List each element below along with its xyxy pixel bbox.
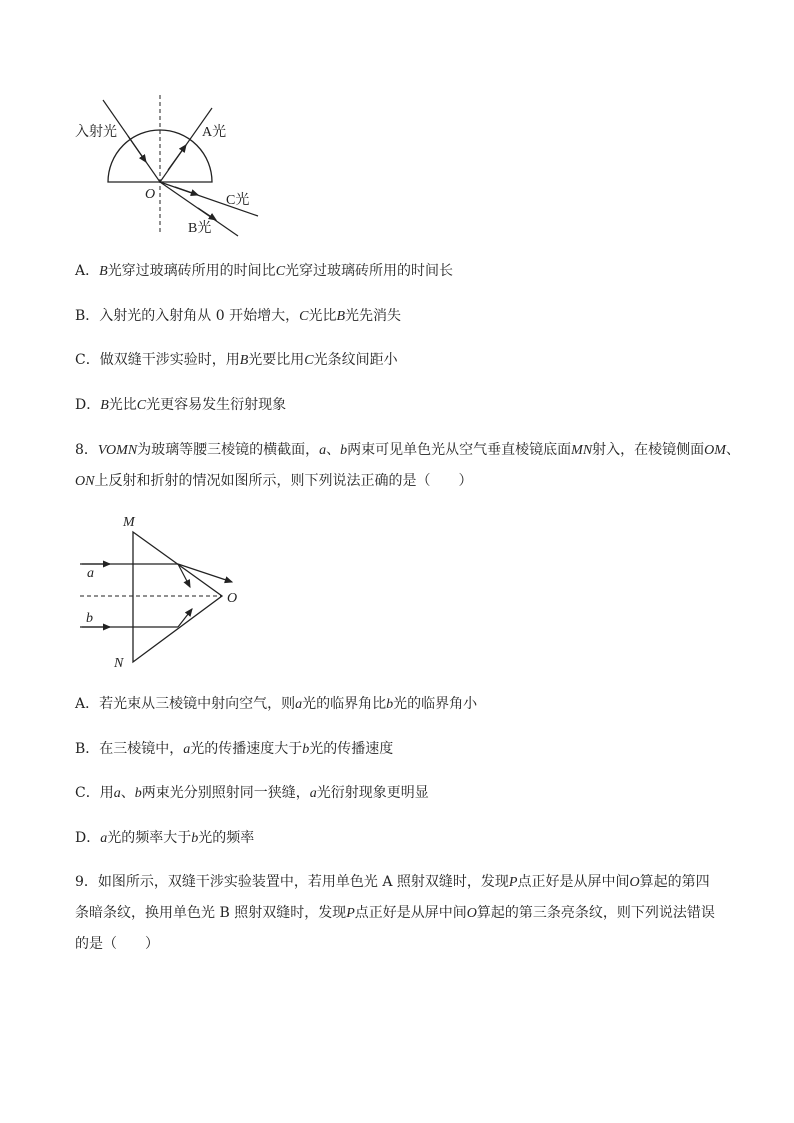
q8-option-a: A．若光束从三棱镜中射向空气，则a光的临界角比b光的临界角小 — [75, 696, 478, 712]
vertex-m-label: M — [123, 515, 135, 530]
incident-light-label: 入射光 — [75, 125, 117, 140]
q7-option-c: C．做双缝干涉实验时，用B光要比用C光条纹间距小 — [75, 352, 398, 368]
ray-a-label: a — [87, 566, 94, 581]
q8-stem-line2: ON上反射和折射的情况如图所示，则下列说法正确的是（ ） — [75, 473, 473, 489]
q8-option-b: B．在三棱镜中，a光的传播速度大于b光的传播速度 — [75, 741, 394, 757]
ray-b-label: b — [86, 611, 93, 626]
q9-stem-line2: 条暗条纹，换用单色光 B 照射双缝时，发现P点正好是从屏中间O算起的第三条亮条纹，则下列说法错误 — [75, 905, 715, 921]
ray-b-arrow — [198, 208, 216, 220]
ray-b-reflected — [178, 609, 192, 627]
q7-option-b: B．入射光的入射角从 0 开始增大，C光比B光先消失 — [75, 308, 402, 324]
a-light-label: A光 — [202, 125, 227, 140]
q7-option-a: A．B光穿过玻璃砖所用的时间比C光穿过玻璃砖所用的时间长 — [75, 263, 454, 279]
semicircle-refraction-figure — [0, 0, 794, 260]
vertex-n-label: N — [114, 656, 124, 671]
q9-stem-line3: 的是（ ） — [75, 936, 159, 952]
q9-stem-line1: 9．如图所示，双缝干涉实验装置中，若用单色光 A 照射双缝时，发现P点正好是从屏中间O算起的第四 — [75, 874, 710, 890]
ray-a-arrow — [168, 145, 186, 170]
prism-triangle — [133, 532, 222, 662]
q8-stem-line1: 8．VOMN为玻璃等腰三棱镜的横截面，a、b两束可见单色光从空气垂直棱镜底面MN射入，在棱镜侧面OM、 — [75, 442, 740, 458]
prism-figure — [0, 505, 794, 705]
c-light-label: C光 — [226, 193, 250, 208]
ray-c-arrow — [175, 187, 198, 195]
b-light-label: B光 — [188, 221, 212, 236]
incident-ray-arrow — [128, 136, 146, 162]
vertex-o-label: O — [227, 591, 238, 606]
origin-o-label: O — [145, 187, 156, 202]
q7-option-d: D．B光比C光更容易发生衍射现象 — [75, 397, 287, 413]
q8-option-c: C．用a、b两束光分别照射同一狭缝，a光衍射现象更明显 — [75, 785, 429, 801]
q8-option-d: D．a光的频率大于b光的频率 — [75, 830, 255, 846]
